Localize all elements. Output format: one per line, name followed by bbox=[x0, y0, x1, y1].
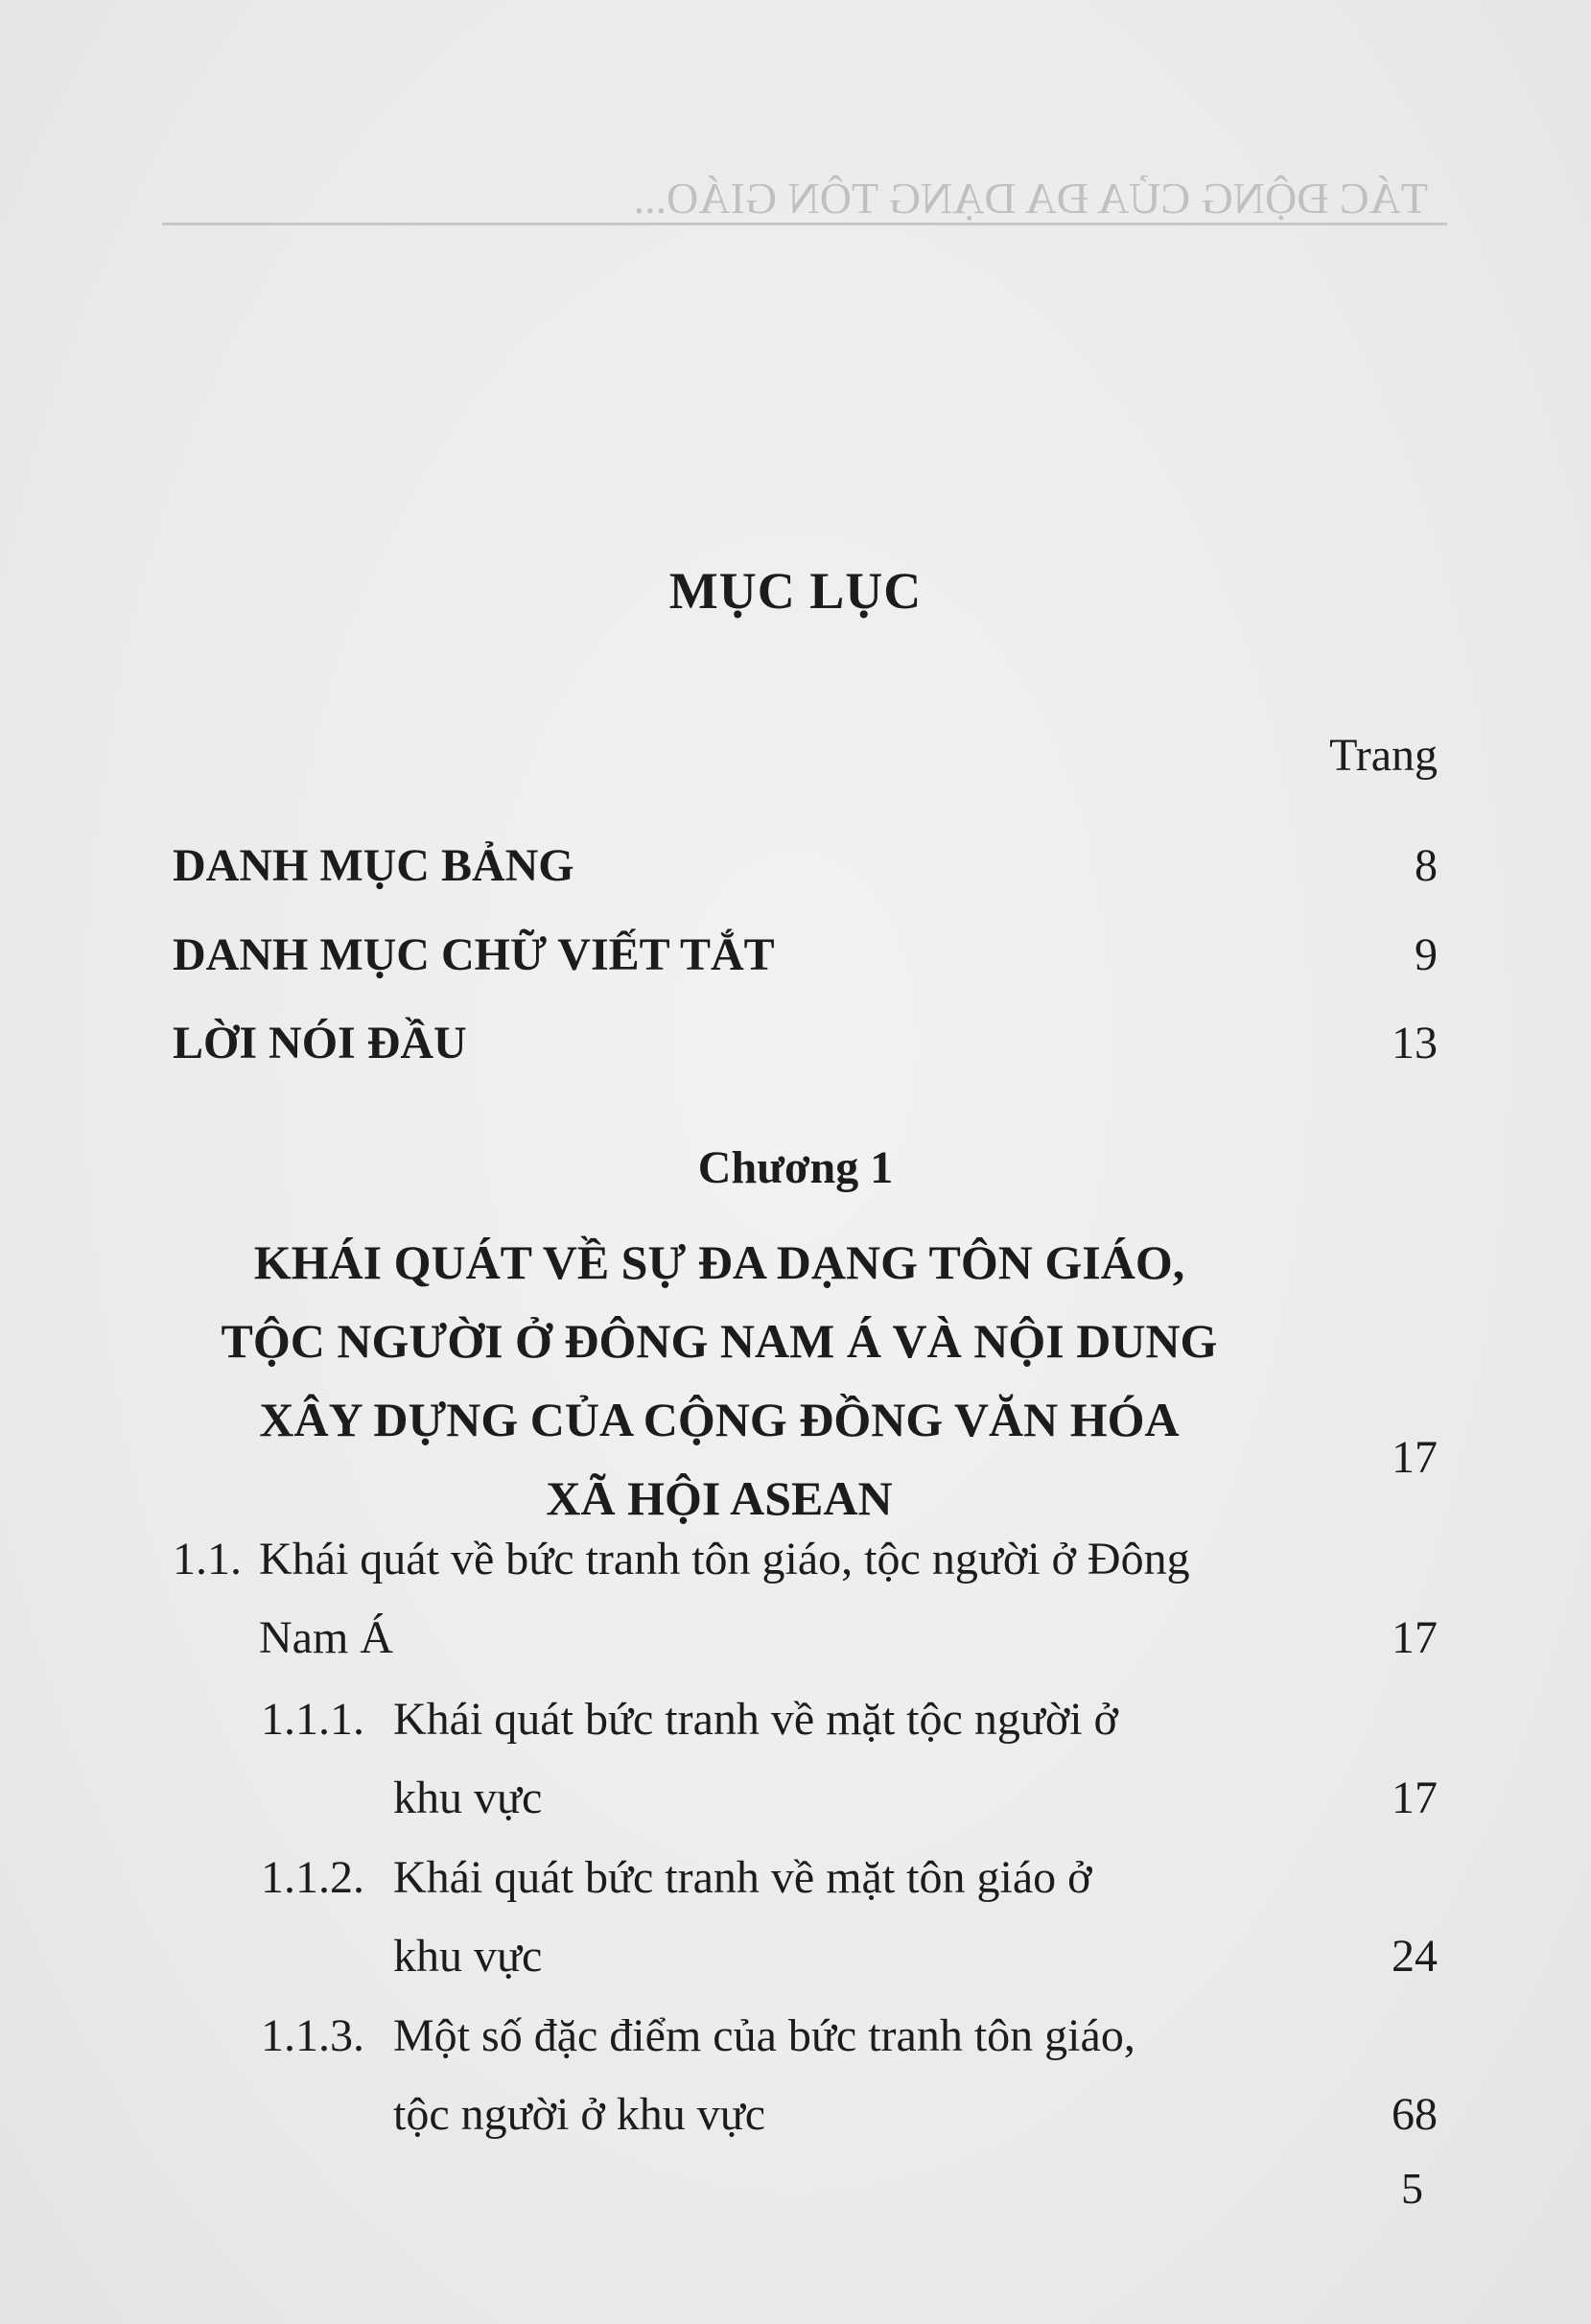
subsection-text-line1: Khái quát bức tranh về mặt tộc người ở bbox=[393, 1694, 1118, 1745]
toc-subsection-1-1-1 bbox=[261, 1680, 1438, 1838]
section-text-line1: Khái quát về bức tranh tôn giáo, tộc người ở Đông bbox=[259, 1534, 1190, 1585]
toc-entry-label: DANH MỤC CHỮ VIẾT TẮT bbox=[173, 929, 775, 980]
toc-entry-label: DANH MỤC BẢNG bbox=[173, 840, 574, 891]
chapter-title-line: KHÁI QUÁT VỀ SỰ ĐA DẠNG TÔN GIÁO, bbox=[253, 1235, 1185, 1289]
toc-entry-page: 8 bbox=[1415, 840, 1438, 891]
chapter-title bbox=[192, 1223, 1247, 1538]
toc-entry-foreword bbox=[173, 1017, 1438, 1069]
page-column-label: Trang bbox=[1329, 730, 1438, 781]
subsection-number: 1.1.1. bbox=[261, 1694, 364, 1745]
chapter-title-line: TỘC NGƯỜI Ở ĐÔNG NAM Á VÀ NỘI DUNG bbox=[221, 1314, 1218, 1368]
toc-entry-label: LỜI NÓI ĐẦU bbox=[173, 1018, 467, 1068]
toc-subsection-1-1-2 bbox=[261, 1839, 1438, 1996]
toc-entry-page: 13 bbox=[1392, 1018, 1438, 1068]
subsection-number: 1.1.3. bbox=[261, 2010, 364, 2061]
toc-entry-page: 9 bbox=[1415, 929, 1438, 980]
chapter-page: 17 bbox=[1392, 1432, 1438, 1483]
toc-entry-list-of-tables bbox=[173, 839, 1438, 892]
bleed-header: TÁC ĐỘNG CỦA ĐA DẠNG TÔN GIÁO... bbox=[633, 174, 1428, 223]
page-title: MỤC LỤC bbox=[668, 562, 923, 620]
section-text-line2: Nam Á bbox=[259, 1612, 393, 1663]
subsection-page: 17 bbox=[1392, 1772, 1438, 1823]
section-page: 17 bbox=[1392, 1612, 1438, 1663]
subsection-page: 24 bbox=[1392, 1931, 1438, 1982]
subsection-text-line1: Một số đặc điểm của bức tranh tôn giáo, bbox=[393, 2010, 1135, 2061]
section-number: 1.1. bbox=[173, 1534, 242, 1585]
subsection-text-line2: khu vực bbox=[393, 1772, 543, 1823]
subsection-page: 68 bbox=[1392, 2089, 1438, 2140]
chapter-title-line: XÂY DỰNG CỦA CỘNG ĐỒNG VĂN HÓA bbox=[259, 1393, 1180, 1446]
chapter-number: Chương 1 bbox=[697, 1142, 894, 1193]
chapter-title-line: XÃ HỘI ASEAN bbox=[546, 1471, 893, 1525]
page-folio: 5 bbox=[1401, 2164, 1423, 2213]
subsection-number: 1.1.2. bbox=[261, 1852, 364, 1903]
subsection-text-line1: Khái quát bức tranh về mặt tôn giáo ở bbox=[393, 1852, 1092, 1903]
subsection-text-line2: khu vực bbox=[393, 1931, 543, 1982]
toc-section-1-1 bbox=[173, 1520, 1438, 1678]
toc-entry-abbreviations bbox=[173, 928, 1438, 981]
toc-subsection-1-1-3 bbox=[261, 1997, 1438, 2154]
subsection-text-line2: tộc người ở khu vực bbox=[393, 2089, 766, 2140]
